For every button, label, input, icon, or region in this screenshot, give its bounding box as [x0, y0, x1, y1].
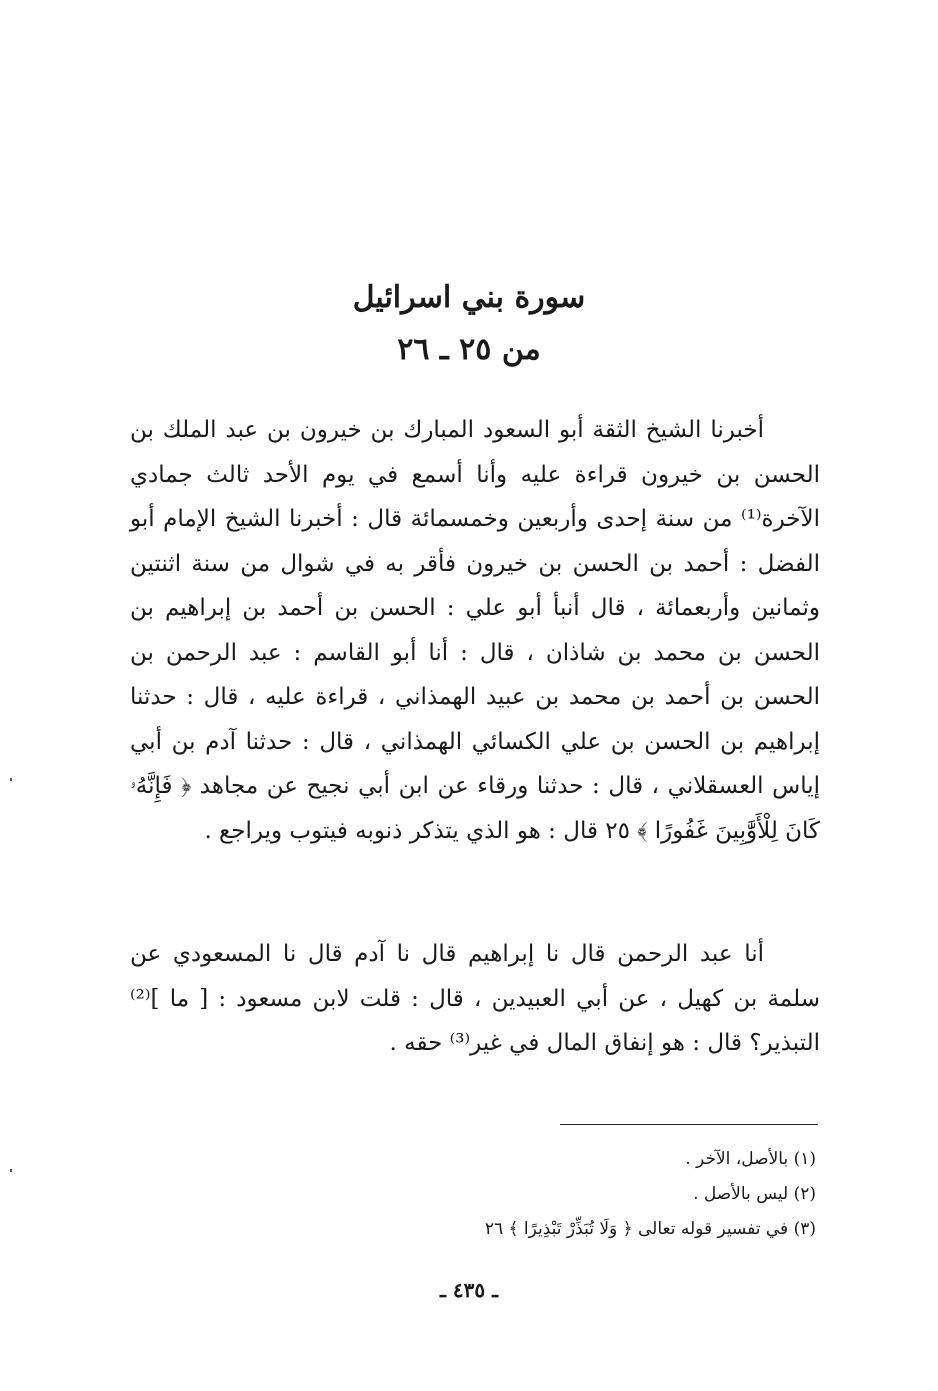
scan-speck: [10, 778, 12, 781]
surah-title: سورة بني اسرائيل: [352, 280, 586, 315]
footnote-3: (٣) في تفسير قوله تعالى ﴿ وَلَا تُبَذِّرْ تَبْذِيرًا ﴾ ٢٦: [484, 1219, 816, 1239]
chapter-heading: [0, 272, 938, 376]
footnotes: [126, 1142, 816, 1247]
verse-range: من ٢٥ ـ ٢٦: [397, 332, 541, 367]
page-number: ـ ٤٣٥ ـ: [440, 1278, 498, 1302]
footnote-separator: [560, 1124, 818, 1125]
scan-speck: [10, 1169, 12, 1172]
footnote-1: (١) بالأصل، الآخر .: [685, 1149, 816, 1169]
paragraph-2: أنا عبد الرحمن قال نا إبراهيم قال نا آدم قال نا المسعودي عن سلمة بن كهيل ، عن أبي العبيدين ، قال : قلت لابن مسعود : [ ما ]⁽²⁾ التبذير؟ قال : هو إنفاق المال في غير⁽³⁾ حقه .: [130, 941, 820, 1056]
paragraph-1: أخبرنا الشيخ الثقة أبو السعود المبارك بن خيرون بن عبد الملك بن الحسن بن خيرون قراءة عليه وأنا أسمع في يوم الأحد ثالث جمادي الآخرة⁽¹⁾ من سنة إحدى وأربعين وخمسمائة قال : أخبرنا الشيخ الإمام أبو الفضل : أحمد بن الحسن بن خيرون فأقر به في شوال من سنة اثنتين وثمانين وأربعمائة ، قال أنبأ أبو علي : الحسن بن أحمد بن إبراهيم بن الحسن بن محمد بن شاذان ، قال : أنا أبو القاسم : عبد الرحمن بن الحسن بن أحمد بن محمد بن عبيد الهمذاني ، قراءة عليه ، قال : حدثنا إبراهيم بن الحسن بن علي الكسائي الهمذاني ، قال : حدثنا آدم بن أبي إياس العسقلاني ، قال : حدثنا ورقاء عن ابن أبي نجيح عن مجاهد ﴿ فَإِنَّهُۥ كَانَ لِلْأَوَّٰبِينَ غَفُورًا ﴾ ٢٥ قال : هو الذي يتذكر ذنوبه فيتوب ويراجع .: [130, 417, 820, 844]
footnote-2: (٢) ليس بالأصل .: [693, 1184, 816, 1204]
